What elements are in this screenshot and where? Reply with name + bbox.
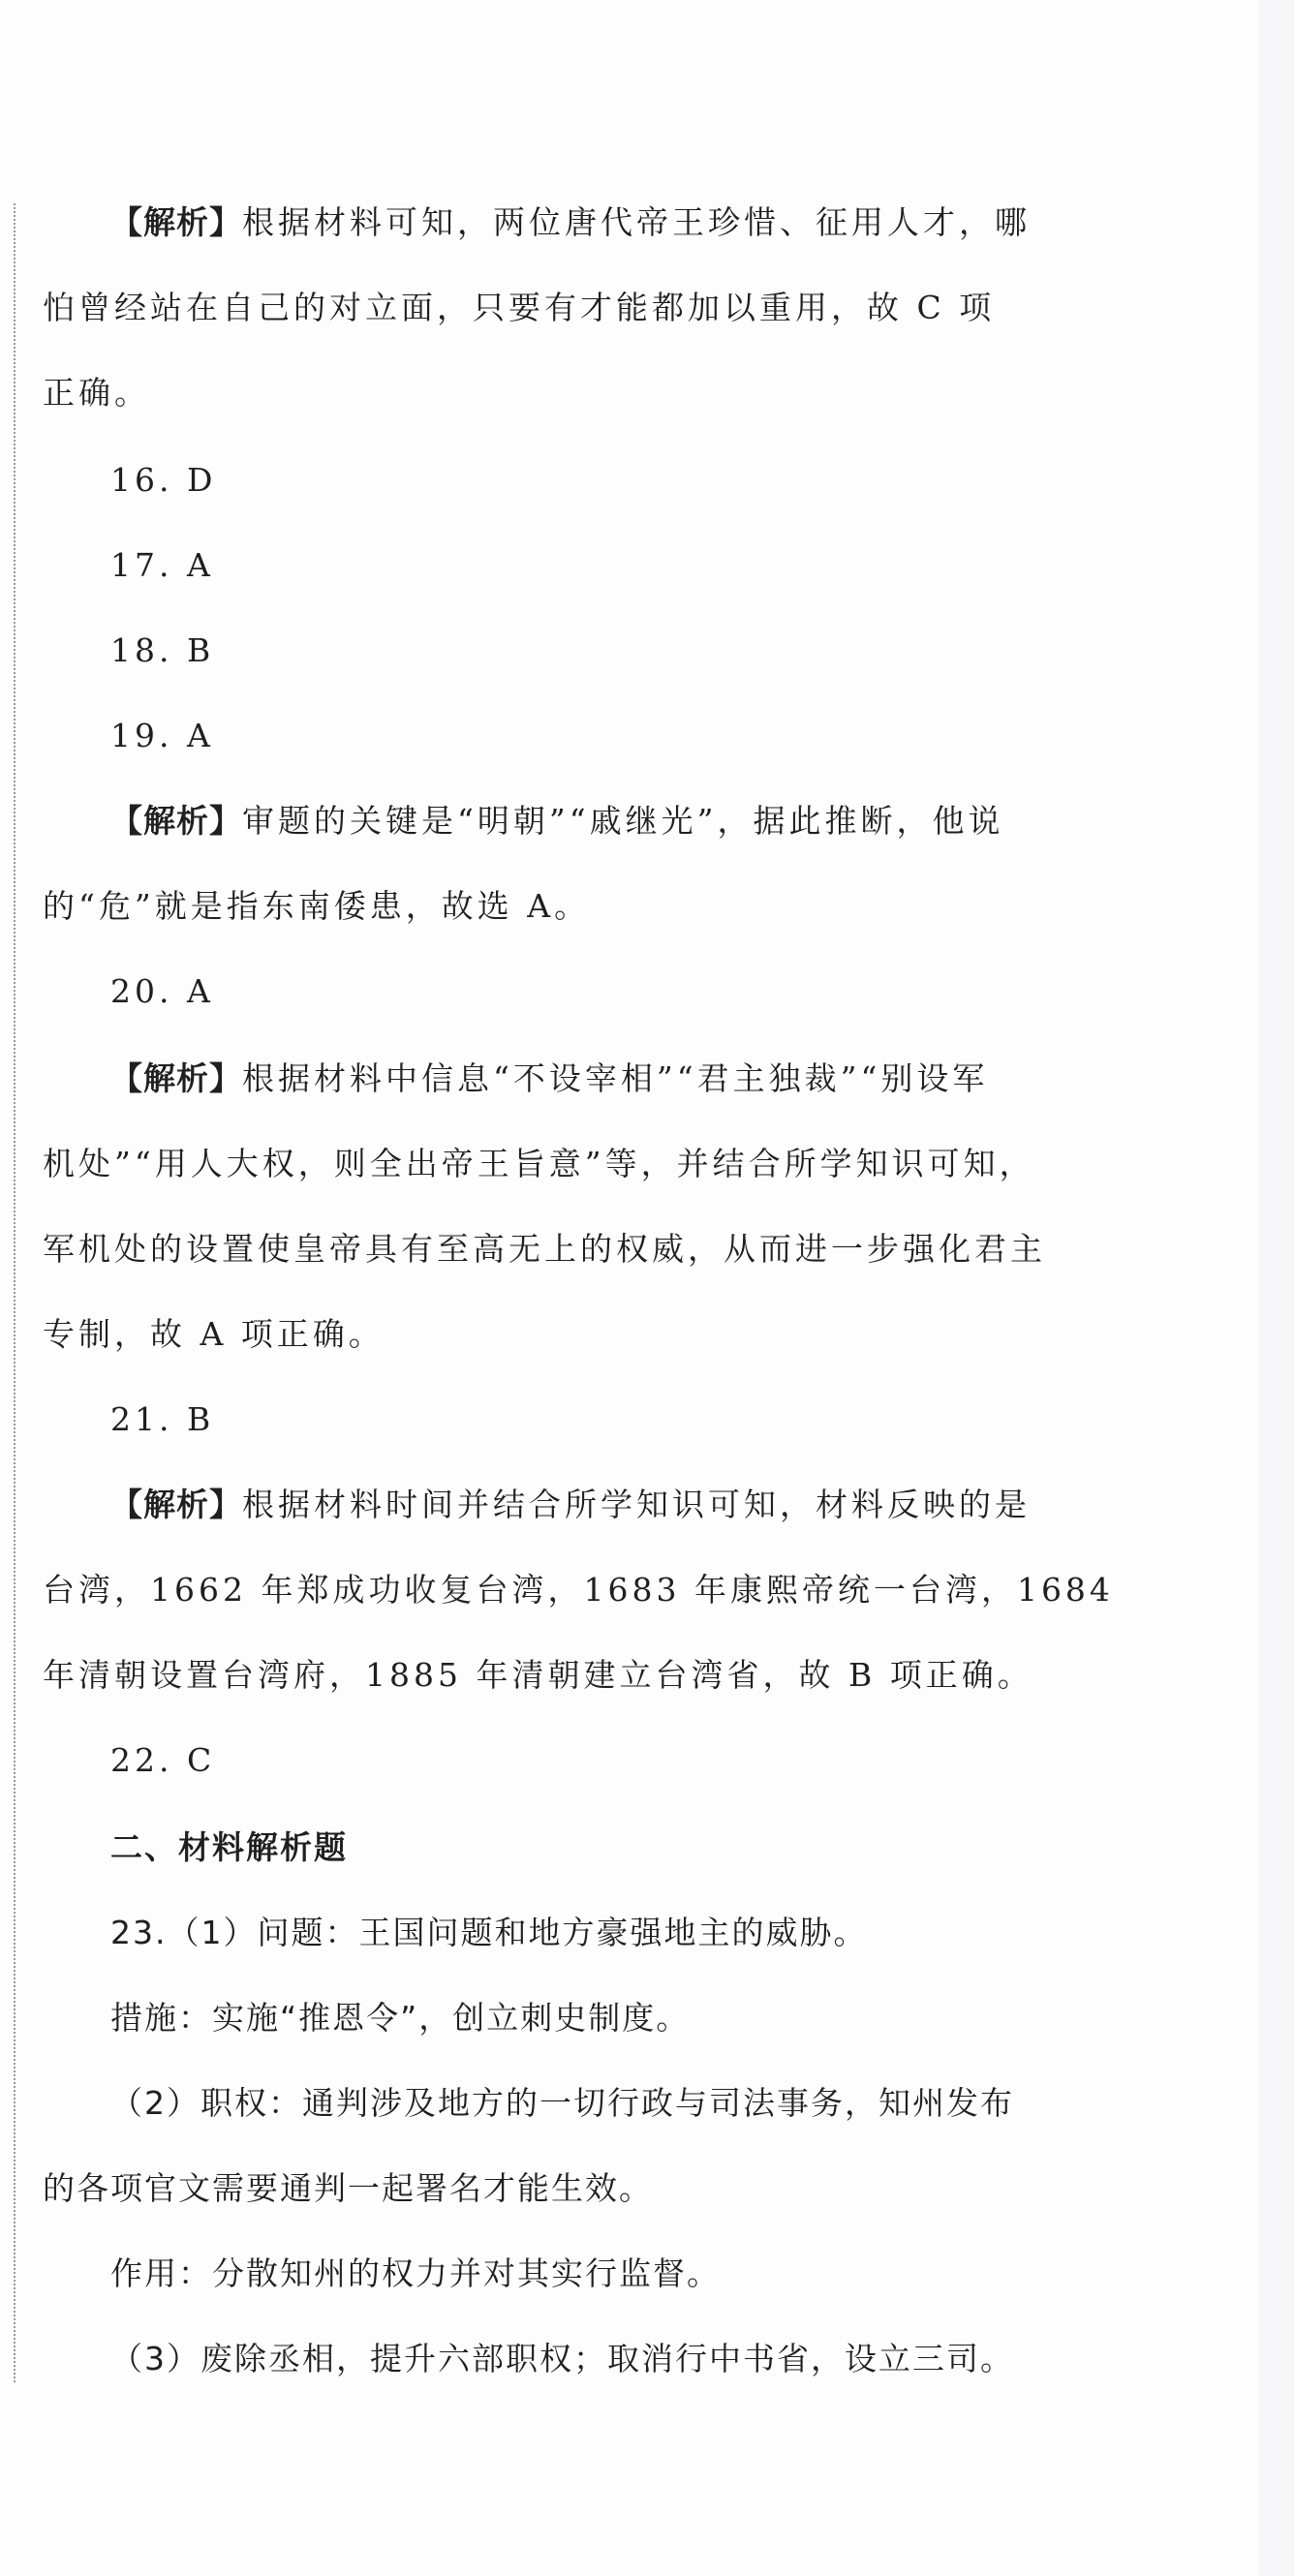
text-line: （2）职权：通判涉及地方的一切行政与司法事务，知州发布 bbox=[110, 2084, 1014, 2122]
text-line: 台湾，1662 年郑成功收复台湾，1683 年康熙帝统一台湾，1684 bbox=[43, 1571, 1114, 1609]
answer-line: 21. B bbox=[110, 1400, 215, 1438]
text-line: 军机处的设置使皇帝具有至高无上的权威，从而进一步强化君主 bbox=[43, 1230, 1046, 1268]
text-line: （3）废除丞相，提升六部职权；取消行中书省，设立三司。 bbox=[110, 2340, 1014, 2377]
analysis-tag: 【解析】 bbox=[110, 802, 242, 840]
analysis-line bbox=[110, 1484, 1031, 1526]
text-line: 专制，故 A 项正确。 bbox=[43, 1315, 385, 1353]
section-heading: 二、材料解析题 bbox=[110, 1828, 348, 1866]
text-line: 根据材料可知，两位唐代帝王珍惜、征用人才，哪 bbox=[242, 203, 1031, 241]
answer-line: 16. D bbox=[110, 461, 217, 499]
text-line: 的“危”就是指东南倭患，故选 A。 bbox=[43, 887, 591, 925]
answer-line: 20. A bbox=[110, 972, 214, 1010]
answer-line: 18. B bbox=[110, 631, 215, 669]
text-line: 根据材料中信息“不设宰相”“君主独裁”“别设军 bbox=[242, 1059, 989, 1097]
text-line: 根据材料时间并结合所学知识可知，材料反映的是 bbox=[242, 1486, 1031, 1523]
text-line: 怕曾经站在自己的对立面，只要有才能都加以重用，故 C 项 bbox=[43, 289, 996, 326]
binding-margin-rule bbox=[14, 203, 15, 2382]
answer-line: 17. A bbox=[110, 546, 214, 584]
analysis-line bbox=[110, 201, 1031, 244]
analysis-line bbox=[110, 800, 1003, 843]
text-line: 作用：分散知州的权力并对其实行监督。 bbox=[110, 2254, 721, 2292]
analysis-tag: 【解析】 bbox=[110, 1486, 242, 1523]
text-line: 措施：实施“推恩令”，创立刺史制度。 bbox=[110, 1999, 691, 2037]
text-line: 审题的关键是“明朝”“戚继光”，据此推断，他说 bbox=[242, 802, 1004, 840]
analysis-tag: 【解析】 bbox=[110, 1059, 242, 1097]
text-line: 机处”“用人大权，则全出帝王旨意”等，并结合所学知识可知， bbox=[43, 1145, 1035, 1182]
analysis-tag: 【解析】 bbox=[110, 203, 242, 241]
answer-line: 19. A bbox=[110, 717, 214, 754]
text-line: 正确。 bbox=[43, 374, 150, 412]
analysis-line bbox=[110, 1058, 988, 1100]
text-line: 年清朝设置台湾府，1885 年清朝建立台湾省，故 B 项正确。 bbox=[43, 1656, 1033, 1694]
text-line: 23.（1）问题：王国问题和地方豪强地主的威胁。 bbox=[110, 1914, 868, 1951]
text-line: 的各项官文需要通判一起署名才能生效。 bbox=[43, 2169, 653, 2207]
answer-line: 22. C bbox=[110, 1741, 216, 1779]
